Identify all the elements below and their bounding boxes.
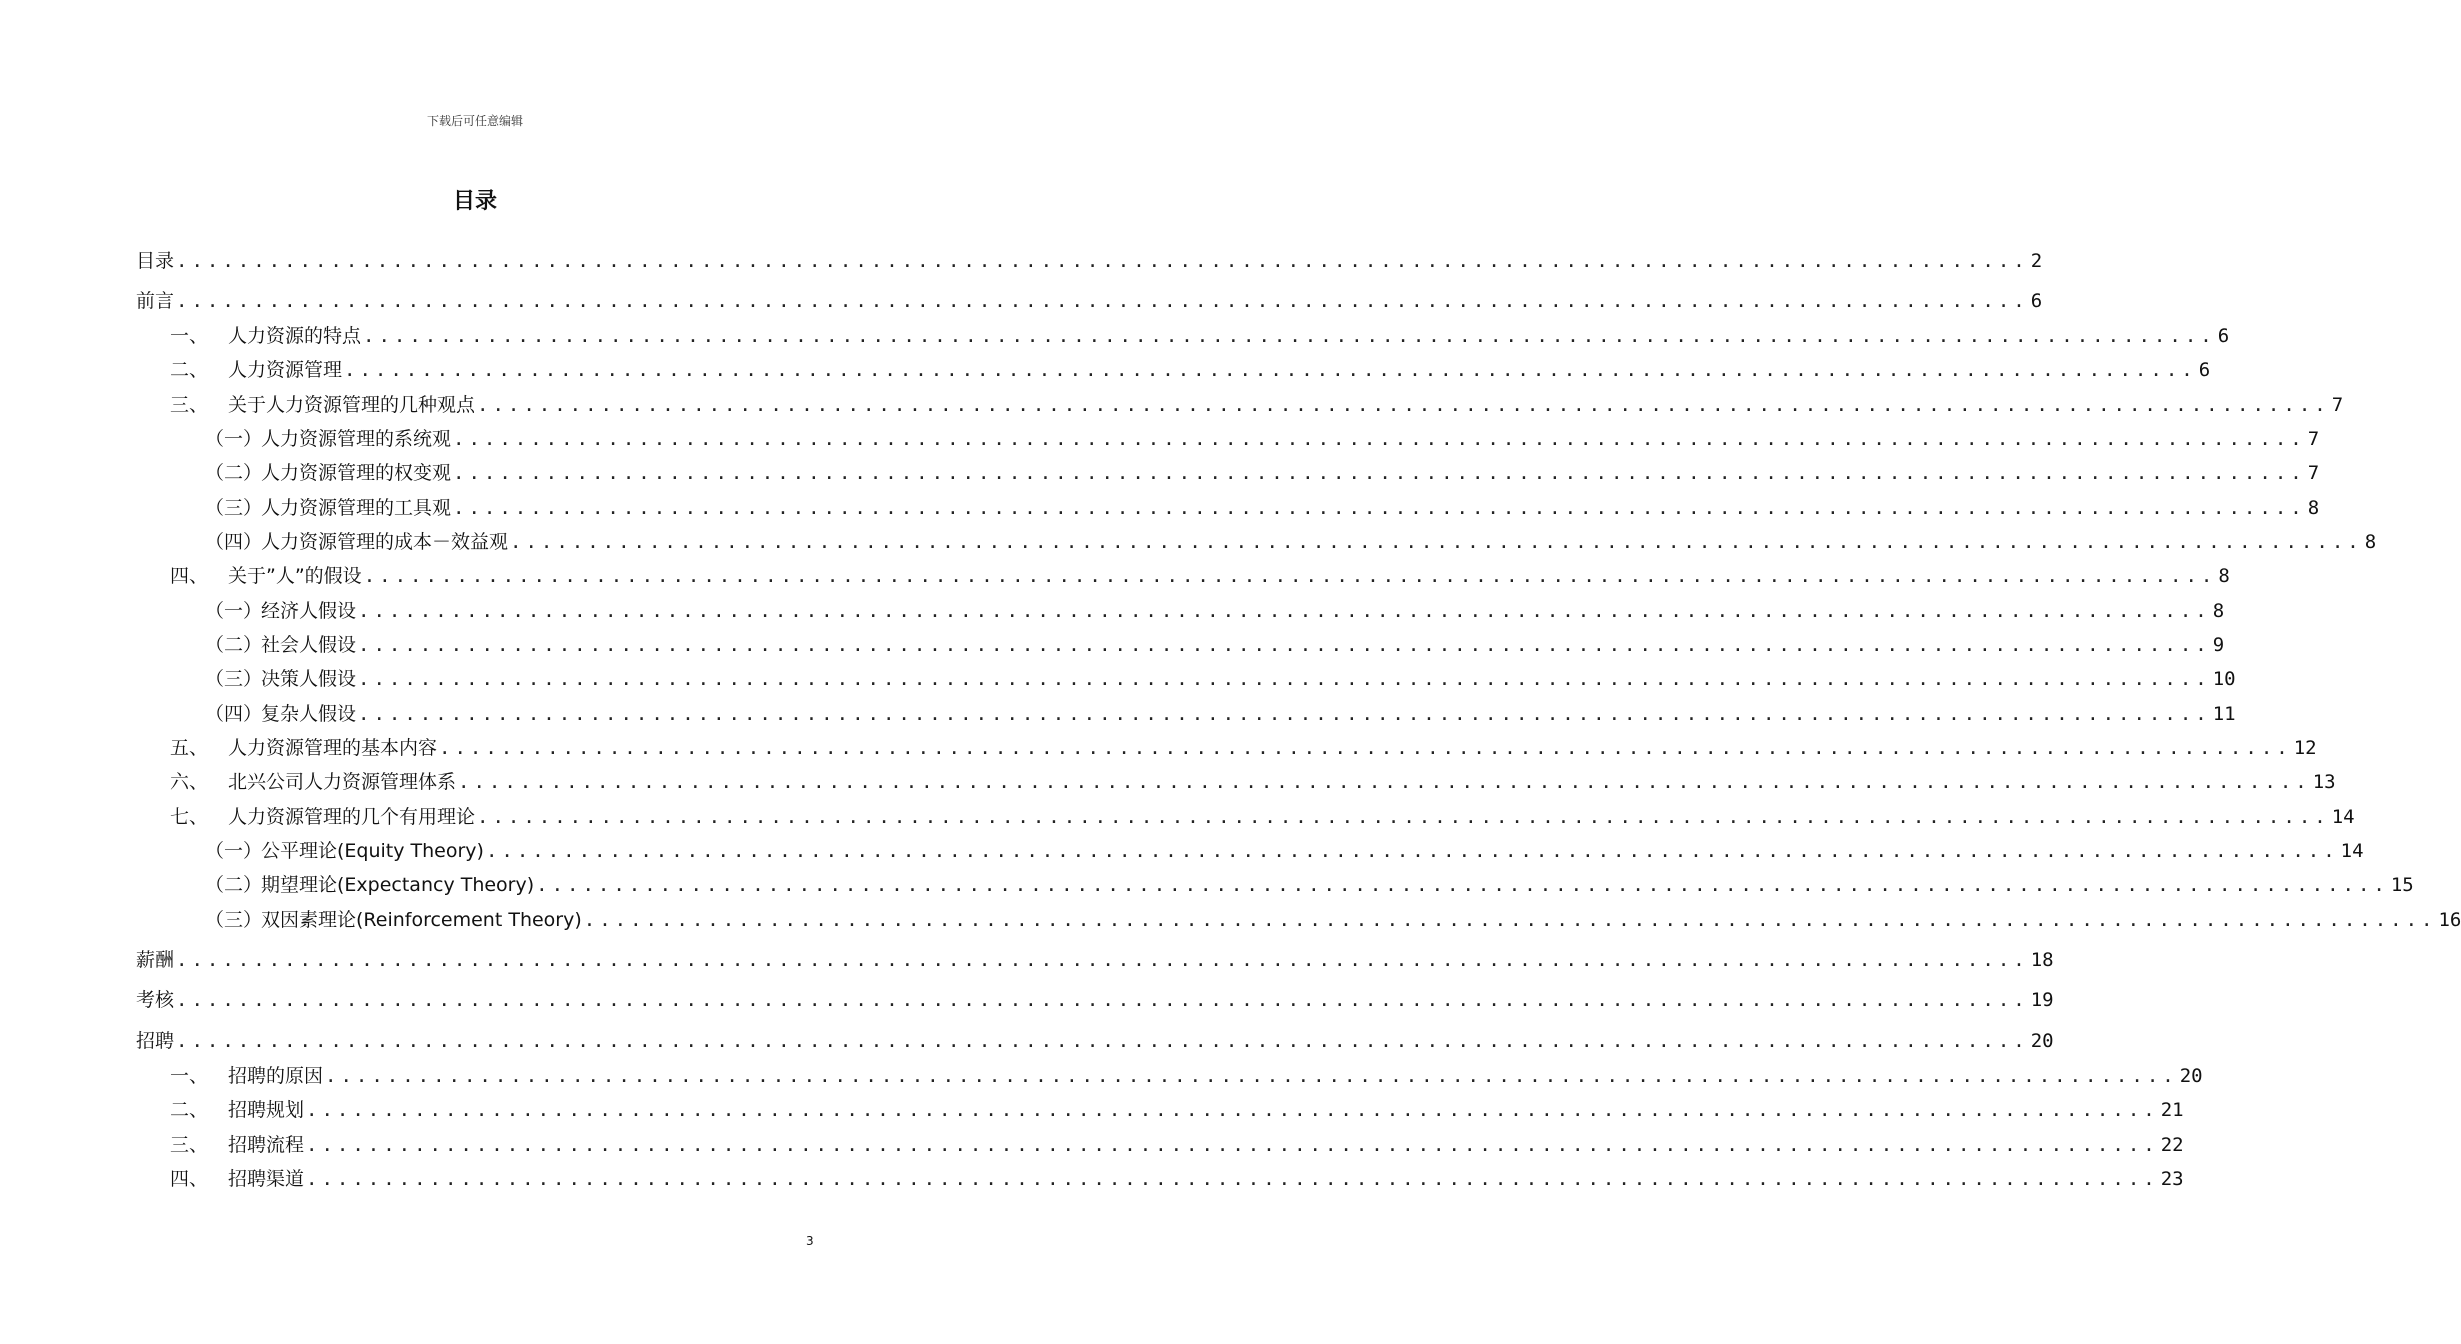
toc-entry-page: 12 (2293, 737, 2317, 759)
toc-leader-dots: ........................................................................................................................ (176, 1030, 2029, 1052)
toc-entry-number: 四、 (170, 1168, 209, 1190)
toc-entry-title: 社会人假设 (261, 634, 357, 656)
page-header: 下载后可任意编辑 (426, 114, 523, 128)
toc-leader-dots: ........................................................................................................................ (453, 462, 2306, 484)
toc-leader-dots: ........................................................................................................................ (306, 1099, 2159, 1121)
toc-leader-dots: ........................................................................................................................ (363, 565, 2217, 587)
toc-entry-page: 6 (2030, 290, 2043, 312)
toc-entry-page: 6 (2198, 359, 2211, 381)
toc-leader-dots: ........................................................................................................................ (176, 949, 2029, 971)
toc-entry-number: （二） (205, 634, 263, 656)
toc-leader-dots: ........................................................................................................................ (176, 290, 2029, 312)
toc-leader-dots: ........................................................................................................................ (536, 874, 2389, 896)
toc-entry[interactable] (205, 664, 2236, 694)
toc-entry-title: 人力资源的特点 (228, 325, 362, 347)
toc-leader-dots: ........................................................................................................................ (358, 634, 2211, 656)
toc-entry-title: 人力资源管理的权变观 (261, 462, 452, 484)
toc-entry-number: 六、 (170, 771, 209, 793)
toc-leader-dots: ........................................................................................................................ (325, 1065, 2178, 1087)
toc-entry-page: 19 (2030, 989, 2054, 1011)
toc-leader-dots: ........................................................................................................................ (453, 497, 2306, 519)
toc-entry[interactable] (170, 561, 2230, 591)
toc-entry[interactable] (170, 1061, 2203, 1091)
toc-entry-title: 招聘流程 (228, 1134, 305, 1156)
toc-entry-title: 人力资源管理的几个有用理论 (228, 806, 476, 828)
toc-entry-page: 23 (2160, 1168, 2184, 1190)
toc-entry-title: 经济人假设 (261, 600, 357, 622)
toc-entry-number: 三、 (170, 394, 209, 416)
toc-entry-title: 目录 (136, 250, 175, 272)
toc-entry-title: 关于人力资源管理的几种观点 (228, 394, 476, 416)
toc-entry-page: 14 (2331, 806, 2355, 828)
toc-entry[interactable] (170, 767, 2336, 797)
toc-entry-page: 21 (2160, 1099, 2184, 1121)
toc-entry-page: 15 (2390, 874, 2414, 896)
toc-entry-title: 招聘渠道 (228, 1168, 305, 1190)
toc-entry-title: 关于”人”的假设 (228, 565, 362, 587)
toc-entry-page: 7 (2307, 462, 2320, 484)
toc-entry-number: 一、 (170, 325, 209, 347)
toc-leader-dots: ........................................................................................................................ (344, 359, 2197, 381)
toc-entry-title: 决策人假设 (261, 668, 357, 690)
toc-entry-page: 7 (2307, 428, 2320, 450)
toc-entry-title: 人力资源管理的系统观 (261, 428, 452, 450)
toc-leader-dots: ........................................................................................................................ (176, 250, 2029, 272)
toc-entry-title: 人力资源管理的成本－效益观 (261, 531, 509, 553)
toc-entry-page: 2 (2030, 250, 2043, 272)
toc-leader-dots: ........................................................................................................................ (477, 394, 2330, 416)
toc-entry-title: 考核 (136, 989, 175, 1011)
toc-entry[interactable] (205, 424, 2320, 454)
toc-entry-number: 七、 (170, 806, 209, 828)
toc-entry-title: 招聘的原因 (228, 1065, 324, 1087)
toc-entry[interactable] (205, 870, 2414, 900)
toc-entry-title: 招聘规划 (228, 1099, 305, 1121)
toc-leader-dots: ........................................................................................................................ (358, 600, 2211, 622)
toc-entry-number: 二、 (170, 359, 209, 381)
toc-entry-title: 人力资源管理的工具观 (261, 497, 452, 519)
toc-entry-number: 一、 (170, 1065, 209, 1087)
toc-entry-page: 10 (2212, 668, 2236, 690)
toc-leader-dots: ........................................................................................................................ (458, 771, 2311, 793)
toc-entry-page: 6 (2217, 325, 2230, 347)
toc-entry[interactable] (170, 390, 2344, 420)
toc-entry-page: 8 (2307, 497, 2320, 519)
toc-entry-title: 人力资源管理的基本内容 (228, 737, 438, 759)
toc-entry[interactable] (170, 802, 2355, 832)
toc-entry-number: （二） (205, 462, 263, 484)
toc-entry-number: （一） (205, 428, 263, 450)
toc-entry-title: 双因素理论(Reinforcement Theory) (261, 909, 582, 931)
toc-entry[interactable] (136, 985, 2054, 1015)
toc-entry-page: 18 (2030, 949, 2054, 971)
toc-entry-page: 16 (2438, 909, 2461, 931)
toc-entry-title: 薪酬 (136, 949, 175, 971)
toc-leader-dots: ........................................................................................................................ (363, 325, 2216, 347)
toc-entry-number: （三） (205, 668, 263, 690)
toc-entry-number: （四） (205, 703, 263, 725)
toc-leader-dots: ........................................................................................................................ (176, 989, 2029, 1011)
toc-entry[interactable] (205, 905, 2461, 935)
toc-leader-dots: ........................................................................................................................ (306, 1134, 2159, 1156)
toc-entry[interactable] (136, 1026, 2054, 1056)
toc-entry[interactable] (170, 1095, 2184, 1125)
toc-leader-dots: ........................................................................................................................ (358, 703, 2211, 725)
toc-entry-title: 招聘 (136, 1030, 175, 1052)
toc-entry-page: 8 (2364, 531, 2377, 553)
toc-entry-page: 20 (2179, 1065, 2203, 1087)
toc-leader-dots: ........................................................................................................................ (453, 428, 2306, 450)
toc-entry-page: 20 (2030, 1030, 2054, 1052)
toc-entry-number: （一） (205, 840, 263, 862)
toc-entry-title: 人力资源管理 (228, 359, 343, 381)
toc-entry[interactable] (136, 286, 2043, 316)
toc-entry-number: 二、 (170, 1099, 209, 1121)
toc-entry[interactable] (205, 596, 2225, 626)
toc-entry-page: 8 (2218, 565, 2230, 587)
toc-entry-page: 14 (2340, 840, 2364, 862)
toc-entry[interactable] (136, 246, 2043, 276)
toc-entry-title: 期望理论(Expectancy Theory) (261, 874, 535, 896)
toc-entry-number: （四） (205, 531, 263, 553)
toc-entry-title: 公平理论(Equity Theory) (261, 840, 484, 862)
toc-entry[interactable] (136, 945, 2054, 975)
toc-entry[interactable] (205, 836, 2364, 866)
toc-entry[interactable] (205, 630, 2225, 660)
toc-leader-dots: ........................................................................................................................ (485, 840, 2339, 862)
page-number: 3 (806, 1234, 814, 1248)
toc-entry[interactable] (205, 493, 2320, 523)
toc-entry-number: （一） (205, 600, 263, 622)
toc-entry-number: （三） (205, 909, 263, 931)
toc-entry-page: 8 (2212, 600, 2225, 622)
toc-entry-title: 北兴公司人力资源管理体系 (228, 771, 457, 793)
toc-entry-page: 13 (2312, 771, 2336, 793)
toc-entry[interactable] (205, 699, 2236, 729)
toc-entry-title: 复杂人假设 (261, 703, 357, 725)
toc-leader-dots: ........................................................................................................................ (439, 737, 2292, 759)
toc-entry-number: （三） (205, 497, 263, 519)
toc-entry[interactable] (205, 527, 2377, 557)
toc-entry-number: 三、 (170, 1134, 209, 1156)
toc-leader-dots: ........................................................................................................................ (358, 668, 2211, 690)
toc-entry-page: 9 (2212, 634, 2225, 656)
toc-entry-number: 五、 (170, 737, 209, 759)
page-title: 目录 (452, 189, 497, 214)
toc-entry[interactable] (170, 1164, 2184, 1194)
toc-leader-dots: ........................................................................................................................ (583, 909, 2437, 931)
toc-entry-number: 四、 (170, 565, 209, 587)
toc-entry[interactable] (170, 1130, 2184, 1160)
toc-entry[interactable] (170, 321, 2230, 351)
toc-entry[interactable] (170, 733, 2317, 763)
toc-entry[interactable] (205, 458, 2320, 488)
toc-leader-dots: ........................................................................................................................ (510, 531, 2363, 553)
toc-entry-number: （二） (205, 874, 263, 896)
toc-leader-dots: ........................................................................................................................ (477, 806, 2330, 828)
toc-entry-page: 22 (2160, 1134, 2184, 1156)
toc-entry[interactable] (170, 355, 2211, 385)
toc-entry-page: 7 (2331, 394, 2344, 416)
toc-leader-dots: ........................................................................................................................ (306, 1168, 2159, 1190)
toc-entry-page: 11 (2212, 703, 2236, 725)
toc-entry-title: 前言 (136, 290, 175, 312)
